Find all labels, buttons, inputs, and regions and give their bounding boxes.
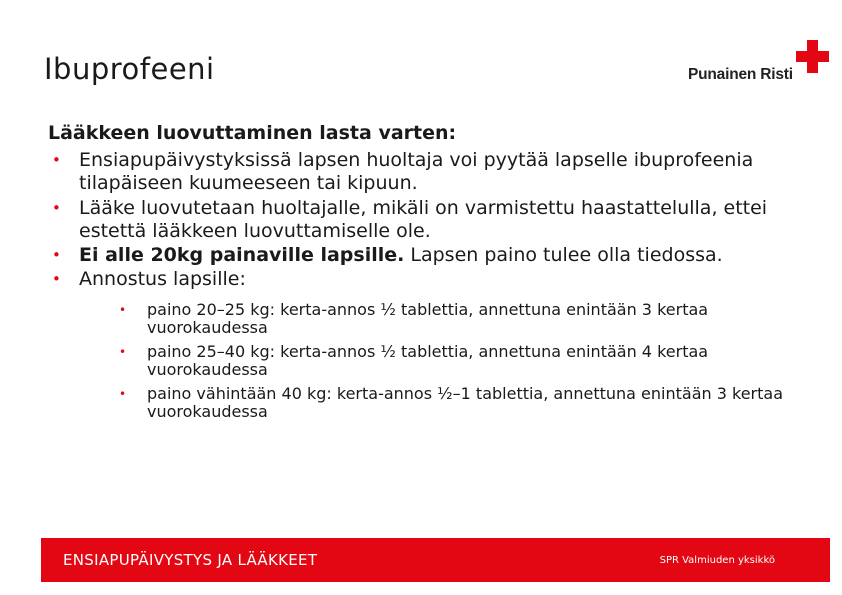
sub-bullet-item [116, 385, 808, 422]
sub-bullet-text: paino 20–25 kg: kerta-annos ½ tablettia, annettuna enintään 3 kertaa vuorokaudessa [147, 299, 709, 338]
bullet-text: Lääke luovutetaan huoltajalle, mikäli on varmistettu haastattelulla, ettei estettä lääkkeen luovuttamiselle ole. [79, 196, 768, 242]
bullet-item [48, 197, 808, 244]
bullet-bold-text: Ei alle 20kg painaville lapsille. [79, 244, 405, 267]
red-cross-logo [686, 40, 831, 88]
bullet-item [48, 149, 808, 196]
bullet-icon: • [119, 344, 127, 359]
bullet-icon: • [52, 270, 61, 289]
bullet-icon: • [52, 246, 61, 265]
bullet-icon: • [119, 386, 127, 401]
slide-content [48, 121, 808, 427]
bullet-text: Ensiapupäivystyksissä lapsen huoltaja voi pyytää lapselle ibuprofeenia tilapäiseen kuumeeseen tai kipuun. [79, 149, 754, 195]
bullet-icon: • [52, 198, 61, 217]
sub-bullet-item [116, 343, 808, 380]
section-heading: Lääkkeen luovuttaminen lasta varten: [48, 122, 457, 144]
bullet-text: Annostus lapsille: [79, 268, 246, 291]
sub-bullet-text: paino 25–40 kg: kerta-annos ½ tablettia, annettuna enintään 4 kertaa vuorokaudessa [147, 341, 709, 380]
sub-bullet-item [116, 301, 808, 338]
bullet-item [48, 244, 808, 267]
logo-wordmark: Punainen Risti [688, 66, 793, 83]
bullet-item [48, 268, 808, 421]
red-cross-icon [796, 40, 829, 73]
footer-bar [41, 538, 830, 582]
bullet-text: Lapsen paino tulee olla tiedossa. [404, 244, 723, 267]
footer-org: SPR Valmiuden yksikkö [659, 555, 775, 566]
footer-title: ENSIAPUPÄIVYSTYS JA LÄÄKKEET [63, 551, 318, 569]
sub-bullet-text: paino vähintään 40 kg: kerta-annos ½–1 tablettia, annettuna enintään 3 kertaa vuorokaudessa [147, 383, 783, 422]
bullet-list [48, 149, 808, 422]
sub-bullet-list [116, 301, 808, 422]
bullet-icon: • [119, 302, 127, 317]
slide-title: Ibuprofeeni [44, 52, 215, 86]
bullet-icon: • [52, 151, 61, 169]
